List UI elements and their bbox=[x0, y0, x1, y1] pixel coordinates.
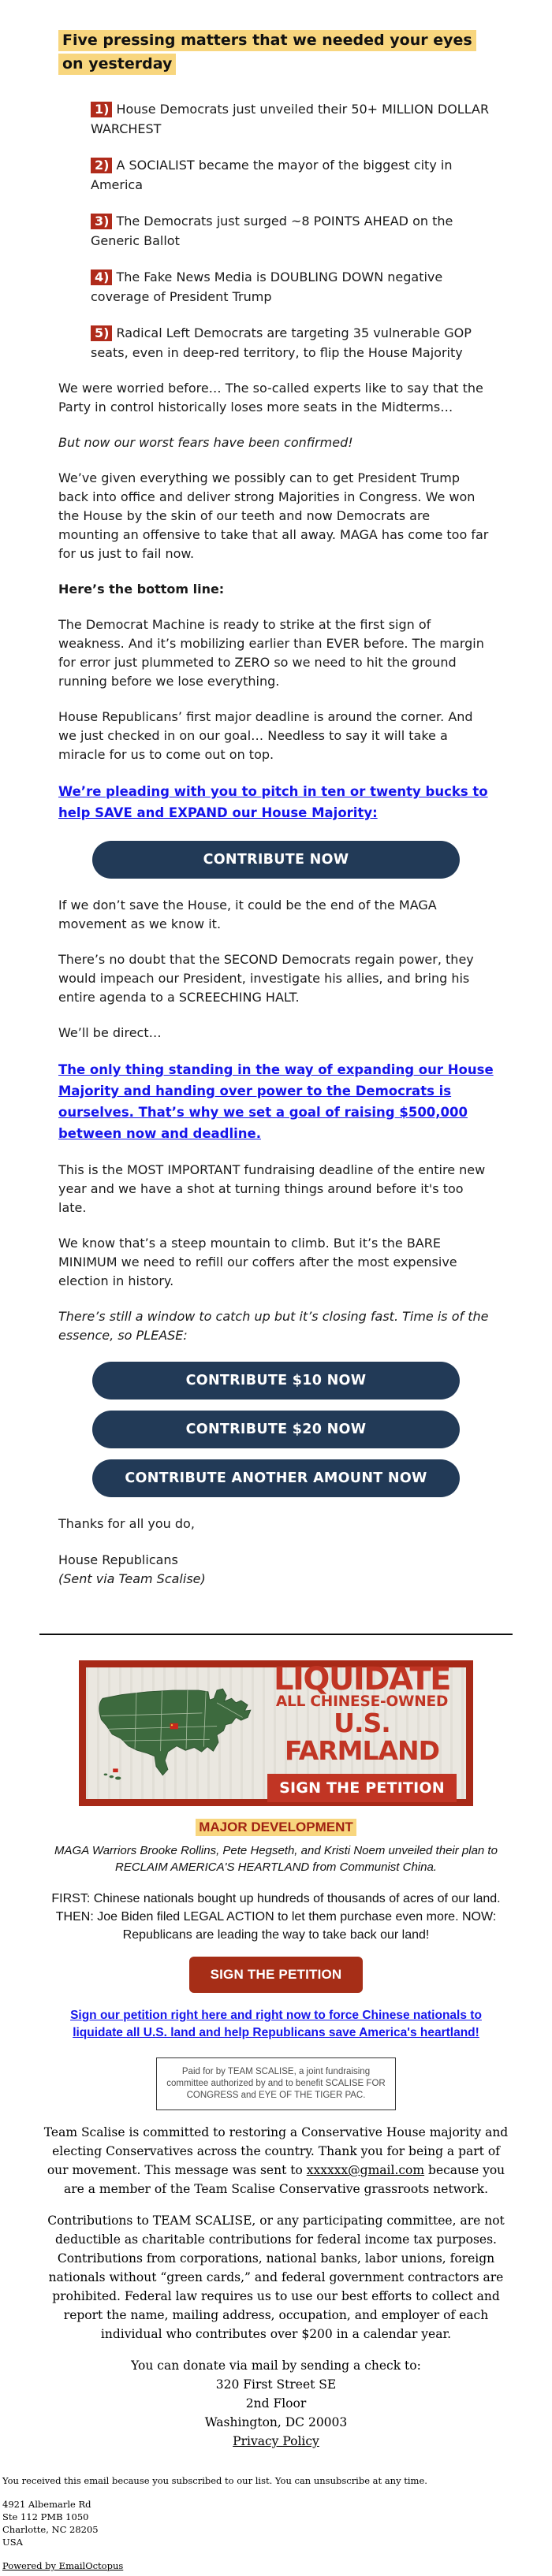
signoff-via: (Sent via Team Scalise) bbox=[58, 1571, 206, 1586]
item-number-badge: 2) bbox=[91, 158, 112, 173]
about-team-scalise bbox=[41, 2123, 511, 2199]
us-map-image bbox=[91, 1681, 263, 1786]
banner-line-1: LIQUIDATE bbox=[274, 1660, 450, 1697]
footer-address-4: USA bbox=[2, 2537, 23, 2548]
paragraph-democrat-machine: The Democrat Machine is ready to strike at the first sign of weakness. And it’s mobilizing earlier than EVER before. The margin for error just plummeted to ZERO so we need to hit the ground running before we lose everything. bbox=[58, 617, 484, 689]
paragraph-fears: But now our worst fears have been confirmed! bbox=[58, 435, 353, 450]
list-item-text: A SOCIALIST became the mayor of the biggest city in America bbox=[91, 158, 453, 192]
pleading-donate-link[interactable]: We’re pleading with you to pitch in ten or twenty bucks to help SAVE and EXPAND our House Majority: bbox=[58, 784, 488, 820]
contributions-disclaimer: Contributions to TEAM SCALISE, or any participating committee, are not deductible as charitable contributions for federal income tax purposes. Contributions from corporations, national banks, labor unions, foreign nationals without “green cards,” and federal government contractors are prohibited. Federal law requires us to use our best efforts to collect and report the name, mailing address, occupation, and employer of each individual who contributes over $200 in a calendar year. bbox=[47, 2214, 505, 2341]
paragraph-deadline: House Republicans’ first major deadline is around the corner. And we just checked in on our goal… Needless to say it will take a miracle for us to come out on top. bbox=[58, 709, 473, 762]
donate-line: You can donate via mail by sending a check to: bbox=[131, 2359, 421, 2373]
list-item-text: Radical Left Democrats are targeting 35 vulnerable GOP seats, even in deep-red territory, to flip the House Majority bbox=[91, 325, 472, 360]
recipient-email-link[interactable]: xxxxxx@gmail.com bbox=[306, 2163, 425, 2177]
section-divider bbox=[39, 1634, 513, 1635]
sign-petition-link[interactable]: Sign our petition right here and right now to force Chinese nationals to liquidate all U.S. land and help Republicans save America's heartland! bbox=[70, 2009, 482, 2039]
paid-for-disclaimer-box: Paid for by TEAM SCALISE, a joint fundraising committee authorized by and to benefit SCALISE FOR CONGRESS and EYE OF THE TIGER PAC. bbox=[156, 2057, 396, 2110]
item-number-badge: 1) bbox=[91, 102, 112, 117]
contribute-button-stack bbox=[58, 1362, 494, 1497]
paragraph-worried: We were worried before… The so-called experts like to say that the Party in control historically loses more seats in the Midterms… bbox=[58, 381, 483, 414]
donate-address-2: 2nd Floor bbox=[245, 2396, 307, 2411]
banner-text-block bbox=[263, 1660, 461, 1803]
item-number-badge: 4) bbox=[91, 269, 112, 285]
paragraph-direct: We’ll be direct… bbox=[58, 1025, 162, 1040]
paragraph-most-important: This is the MOST IMPORTANT fundraising deadline of the entire new year and we have a shot at turning things around before it's too late. bbox=[58, 1162, 486, 1215]
sign-petition-button[interactable]: SIGN THE PETITION bbox=[189, 1957, 364, 1993]
china-flag-marker bbox=[170, 1723, 178, 1728]
privacy-policy-link[interactable]: Privacy Policy bbox=[233, 2434, 319, 2448]
paragraph-save-house: If we don’t save the House, it could be the end of the MAGA movement as we know it. bbox=[58, 898, 437, 931]
headline-highlight: Five pressing matters that we needed your eyes on yesterday bbox=[58, 30, 476, 75]
only-thing-donate-link[interactable]: The only thing standing in the way of expanding our House Majority and handing over power to the Democrats is ourselves. That’s why we set a goal of raising $500,000 between now and deadline. bbox=[58, 1062, 494, 1141]
footer-reason: You received this email because you subscribed to our list. You can unsubscribe at any time. bbox=[2, 2475, 427, 2486]
footer-address-3: Charlotte, NC 28205 bbox=[2, 2524, 99, 2535]
major-development-label: MAJOR DEVELOPMENT bbox=[196, 1819, 356, 1836]
donate-address-3: Washington, DC 20003 bbox=[204, 2415, 348, 2429]
item-number-badge: 3) bbox=[91, 214, 112, 229]
contribute-now-button[interactable]: CONTRIBUTE NOW bbox=[92, 841, 460, 879]
about-text-2: because you are a member of the Team Scalise Conservative grassroots network. bbox=[63, 2163, 505, 2196]
banner-line-2: ALL CHINESE-OWNED bbox=[275, 1693, 449, 1710]
list-item bbox=[91, 155, 494, 195]
petition-subhead: MAGA Warriors Brooke Rollins, Pete Hegseth, and Kristi Noem unveiled their plan to RECLAIM AMERICA'S HEARTLAND from Communist China. bbox=[54, 1844, 498, 1874]
banner-sign-petition-button[interactable]: SIGN THE PETITION bbox=[267, 1774, 457, 1802]
contribute-other-button[interactable]: CONTRIBUTE ANOTHER AMOUNT NOW bbox=[92, 1459, 460, 1497]
list-item bbox=[91, 99, 494, 139]
about-text-1: Team Scalise is committed to restoring a Conservative House majority and electing Conservatives across the country. Thank you for being a part of our movement. This message was sent to bbox=[43, 2125, 509, 2177]
item-number-badge: 5) bbox=[91, 325, 112, 341]
petition-section bbox=[0, 1819, 552, 2042]
list-item bbox=[91, 211, 494, 251]
email-body bbox=[58, 0, 494, 1589]
bottom-line-heading: Here’s the bottom line: bbox=[58, 582, 225, 597]
headline bbox=[58, 28, 494, 76]
footer-address-2: Ste 112 PMB 1050 bbox=[2, 2511, 89, 2522]
powered-by-link[interactable]: Powered by EmailOctopus bbox=[2, 2560, 124, 2571]
banner-line-3: U.S. FARMLAND bbox=[284, 1708, 440, 1766]
list-item-text: House Democrats just unveiled their 50+ MILLION DOLLAR WARCHEST bbox=[91, 102, 490, 136]
paragraph-mountain: We know that’s a steep mountain to climb. But it’s the BARE MINIMUM we need to refill our coffers after the most expensive election in history. bbox=[58, 1236, 457, 1288]
list-item-text: The Democrats just surged ~8 POINTS AHEAD on the Generic Ballot bbox=[91, 214, 453, 248]
legal-section bbox=[0, 2123, 552, 2451]
email-footer bbox=[2, 2474, 546, 2572]
paragraph-no-doubt: There’s no doubt that the SECOND Democrats regain power, they would impeach our President, investigate his allies, and bring his entire agenda to a SCREECHING HALT. bbox=[58, 952, 474, 1005]
paragraph-window: There’s still a window to catch up but it’s closing fast. Time is of the essence, so PLEASE: bbox=[58, 1309, 489, 1343]
footer-address-1: 4921 Albemarle Rd bbox=[2, 2499, 91, 2510]
pressing-matters-list bbox=[91, 99, 494, 362]
petition-body: FIRST: Chinese nationals bought up hundreds of thousands of acres of our land. THEN: Joe Biden filed LEGAL ACTION to let them purchase even more. NOW: Republicans are leading the way to take back our land! bbox=[51, 1892, 501, 1942]
paragraph-given-everything: We’ve given everything we possibly can to get President Trump back into office and deliver strong Majorities in Congress. We won the House by the skin of our teeth and now Democrats are mounting an offensive to take that all away. MAGA has come too far for us just to fail now. bbox=[58, 470, 489, 561]
signoff-thanks: Thanks for all you do, bbox=[58, 1516, 195, 1531]
list-item bbox=[91, 267, 494, 307]
contribute-20-button[interactable]: CONTRIBUTE $20 NOW bbox=[92, 1411, 460, 1448]
banner-inner bbox=[86, 1660, 466, 1799]
banner-frame bbox=[79, 1660, 473, 1806]
donate-address-1: 320 First Street SE bbox=[215, 2377, 337, 2392]
list-item-text: The Fake News Media is DOUBLING DOWN negative coverage of President Trump bbox=[91, 269, 443, 304]
list-item bbox=[91, 323, 494, 362]
contribute-10-button[interactable]: CONTRIBUTE $10 NOW bbox=[92, 1362, 460, 1400]
farmland-petition-banner[interactable] bbox=[79, 1660, 473, 1806]
hawaii-islands bbox=[104, 1768, 121, 1779]
signoff-sender: House Republicans bbox=[58, 1552, 178, 1567]
donate-address-block bbox=[0, 2356, 552, 2451]
